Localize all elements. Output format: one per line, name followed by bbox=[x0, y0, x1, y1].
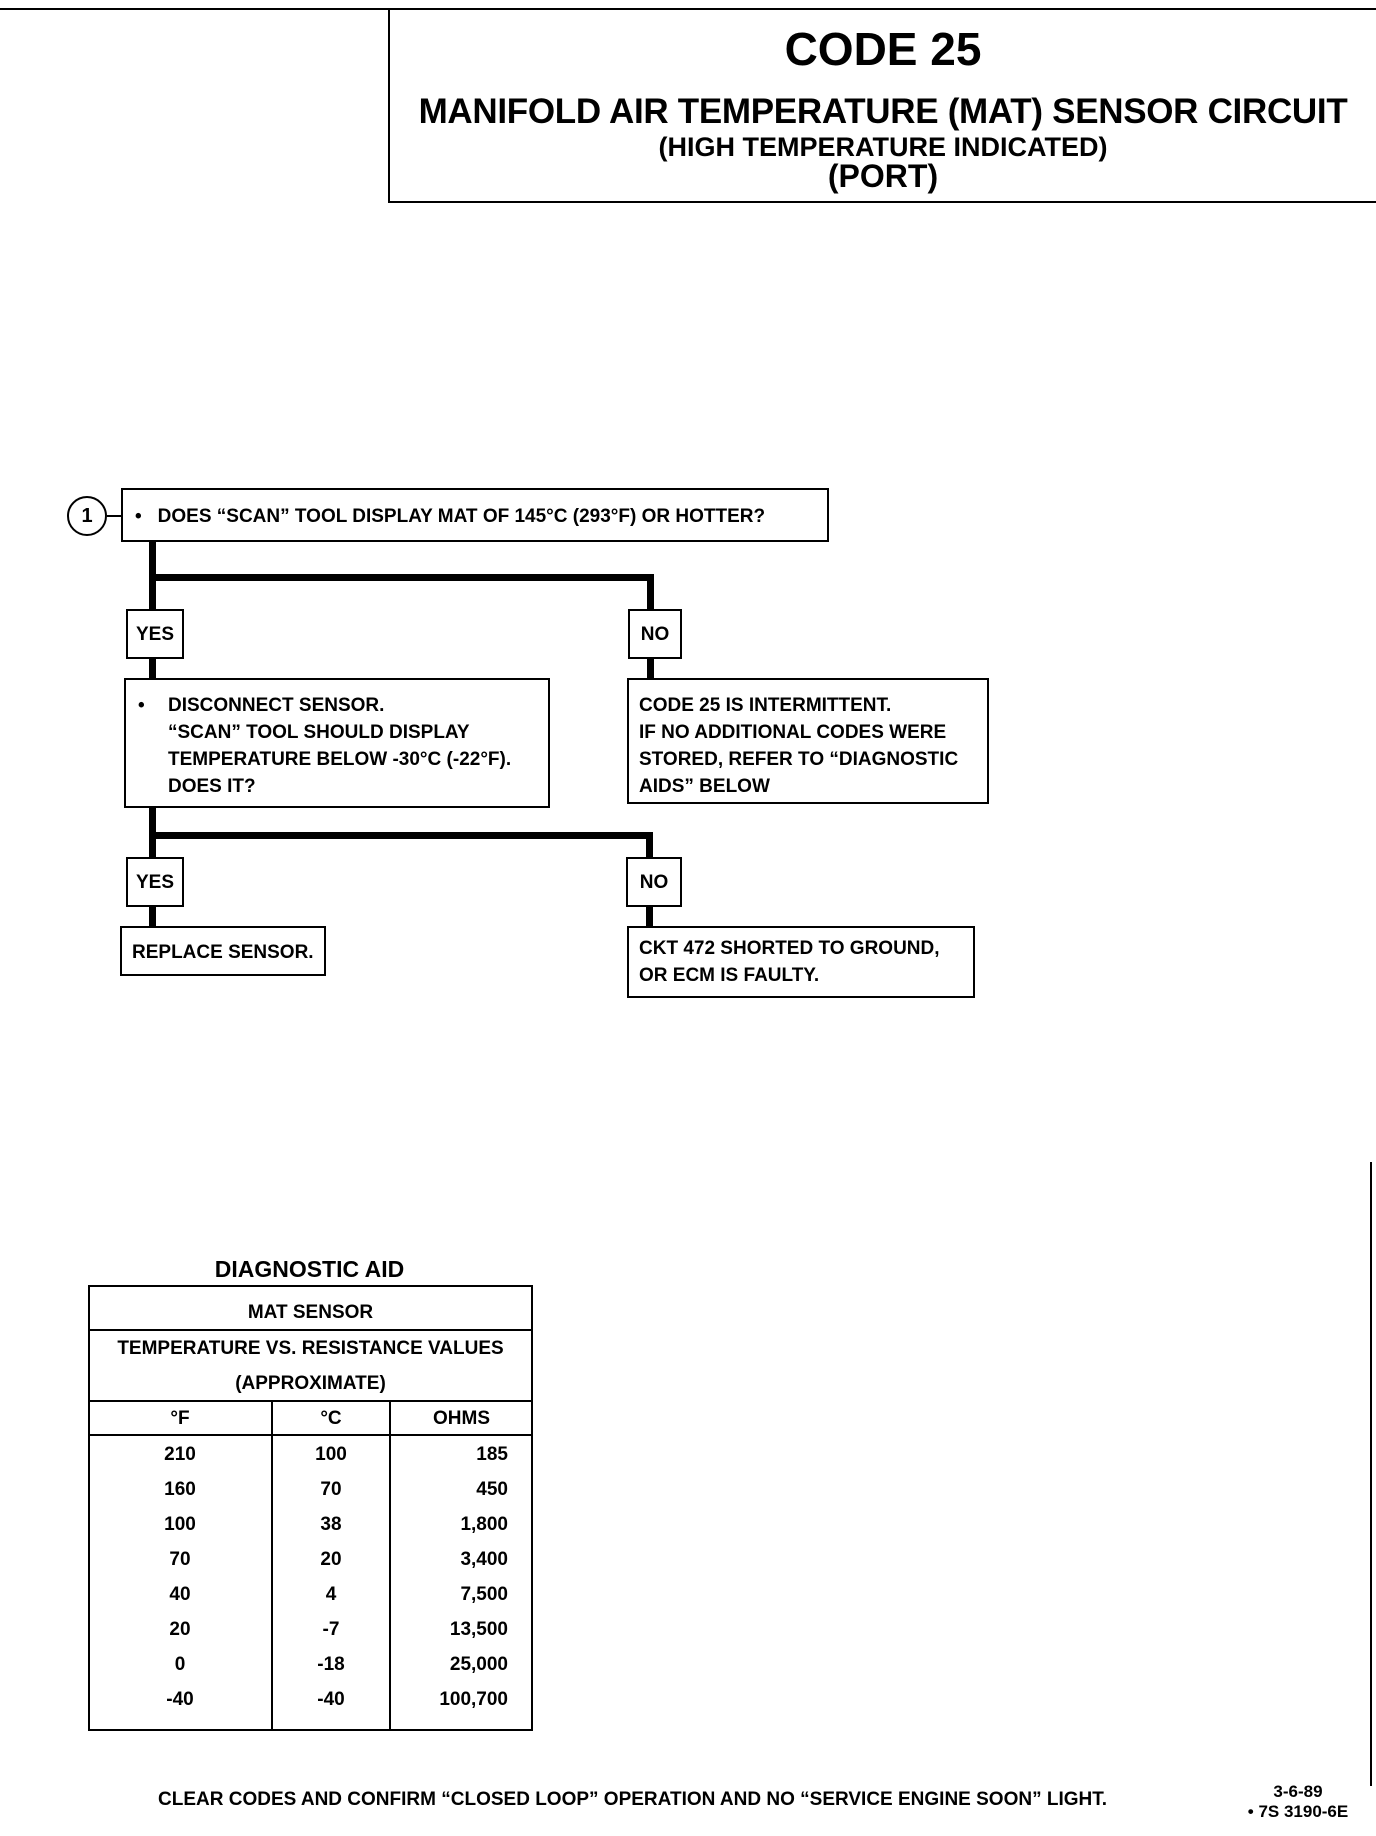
no1-connector bbox=[647, 659, 654, 679]
shorted-line: CKT 472 SHORTED TO GROUND, bbox=[639, 938, 940, 959]
cell-ohms: 185 bbox=[476, 1444, 508, 1465]
cell-fahrenheit: 0 bbox=[174, 1654, 186, 1675]
diagnostic-aid-title: DIAGNOSTIC AID bbox=[214, 1256, 405, 1282]
disconnect-line: “SCAN” TOOL SHOULD DISPLAY bbox=[168, 722, 470, 743]
column-header-fahrenheit: °F bbox=[170, 1408, 190, 1429]
cell-celsius: 4 bbox=[325, 1584, 337, 1605]
disconnect-line: DISCONNECT SENSOR. bbox=[168, 695, 385, 716]
cell-ohms: 450 bbox=[476, 1479, 508, 1500]
replace-sensor-box bbox=[120, 926, 326, 976]
cell-celsius: -7 bbox=[322, 1619, 340, 1640]
shorted-ground-box bbox=[627, 926, 975, 998]
yes-label-1 bbox=[126, 609, 184, 659]
footer-instruction: CLEAR CODES AND CONFIRM “CLOSED LOOP” OPERATION AND NO “SERVICE ENGINE SOON” LIGHT. bbox=[158, 1789, 1108, 1810]
circuit-title: MANIFOLD AIR TEMPERATURE (MAT) SENSOR CIRCUIT bbox=[418, 92, 1348, 131]
table-row bbox=[88, 1654, 533, 1689]
no-label-1 bbox=[628, 609, 682, 659]
circuit-side: (PORT) bbox=[827, 158, 939, 194]
badge-connector bbox=[107, 515, 121, 517]
branch2-no-drop bbox=[646, 832, 653, 858]
table-row bbox=[88, 1689, 533, 1724]
table-row bbox=[88, 1444, 533, 1479]
cell-celsius: 100 bbox=[315, 1444, 347, 1465]
intermittent-line: CODE 25 IS INTERMITTENT. bbox=[639, 695, 892, 716]
cell-ohms: 13,500 bbox=[449, 1619, 508, 1640]
cell-celsius: -40 bbox=[317, 1689, 345, 1710]
yes2-connector bbox=[149, 907, 156, 927]
column-header-ohms: OHMS bbox=[433, 1408, 490, 1429]
table-row bbox=[88, 1619, 533, 1654]
question-box-scan-mat bbox=[121, 488, 829, 542]
shorted-line: OR ECM IS FAULTY. bbox=[639, 965, 820, 986]
cell-celsius: 38 bbox=[320, 1514, 342, 1535]
intermittent-box bbox=[627, 678, 989, 804]
code-title: CODE 25 bbox=[784, 23, 982, 75]
cell-celsius: 20 bbox=[320, 1549, 342, 1570]
yes-label-2 bbox=[126, 857, 184, 907]
cell-fahrenheit: 40 bbox=[169, 1584, 191, 1605]
column-header-celsius: °C bbox=[320, 1408, 342, 1429]
disconnect-sensor-box bbox=[124, 678, 550, 808]
step-number: 1 bbox=[81, 504, 93, 527]
no2-connector bbox=[646, 907, 653, 927]
cell-fahrenheit: 210 bbox=[164, 1444, 196, 1465]
cell-fahrenheit: -40 bbox=[166, 1689, 194, 1710]
right-edge-rule bbox=[1370, 1162, 1372, 1786]
disconnect-line: DOES IT? bbox=[168, 776, 256, 797]
table-subtitle-approx: (APPROXIMATE) bbox=[235, 1373, 386, 1394]
table-row bbox=[88, 1479, 533, 1514]
intermittent-line: IF NO ADDITIONAL CODES WERE bbox=[639, 722, 947, 743]
question-text: DOES “SCAN” TOOL DISPLAY MAT OF 145°C (293°F) OR HOTTER? bbox=[157, 506, 766, 527]
no-label-2 bbox=[626, 857, 682, 907]
yes-label-text: YES bbox=[135, 871, 175, 893]
reference-number: • 7S 3190-6E bbox=[1247, 1802, 1349, 1821]
table-rule bbox=[88, 1329, 533, 1331]
cell-ohms: 7,500 bbox=[460, 1584, 508, 1605]
table-row bbox=[88, 1584, 533, 1619]
table-subtitle: TEMPERATURE VS. RESISTANCE VALUES bbox=[117, 1338, 504, 1359]
no-label-text: NO bbox=[640, 623, 670, 645]
table-title: MAT SENSOR bbox=[247, 1302, 374, 1323]
table-row bbox=[88, 1549, 533, 1584]
branch2-horizontal bbox=[149, 832, 653, 839]
revision-date: 3-6-89 bbox=[1273, 1782, 1323, 1801]
cell-fahrenheit: 20 bbox=[169, 1619, 191, 1640]
cell-celsius: 70 bbox=[320, 1479, 342, 1500]
cell-ohms: 3,400 bbox=[460, 1549, 508, 1570]
step-number-badge bbox=[67, 496, 107, 536]
intermittent-line: STORED, REFER TO “DIAGNOSTIC bbox=[639, 749, 959, 770]
bullet-icon: • bbox=[135, 506, 142, 527]
cell-fahrenheit: 160 bbox=[164, 1479, 196, 1500]
no-label-text: NO bbox=[639, 871, 669, 893]
replace-sensor-text: REPLACE SENSOR. bbox=[132, 942, 314, 963]
branch1-horizontal bbox=[149, 574, 654, 581]
table-body bbox=[88, 1444, 533, 1724]
cell-ohms: 25,000 bbox=[449, 1654, 508, 1675]
yes1-connector bbox=[149, 659, 156, 679]
disconnect-line: TEMPERATURE BELOW -30°C (-22°F). bbox=[168, 749, 512, 770]
table-rule bbox=[88, 1400, 533, 1402]
table-row bbox=[88, 1514, 533, 1549]
circuit-subtitle: (HIGH TEMPERATURE INDICATED) bbox=[658, 132, 1108, 162]
table-rule bbox=[88, 1434, 533, 1436]
cell-celsius: -18 bbox=[317, 1654, 345, 1675]
branch1-no-drop bbox=[647, 574, 654, 610]
cell-ohms: 1,800 bbox=[460, 1514, 508, 1535]
bullet-icon: • bbox=[138, 695, 145, 716]
intermittent-line: AIDS” BELOW bbox=[639, 776, 770, 797]
cell-fahrenheit: 70 bbox=[169, 1549, 191, 1570]
cell-fahrenheit: 100 bbox=[164, 1514, 196, 1535]
cell-ohms: 100,700 bbox=[439, 1689, 508, 1710]
yes-label-text: YES bbox=[135, 623, 175, 645]
